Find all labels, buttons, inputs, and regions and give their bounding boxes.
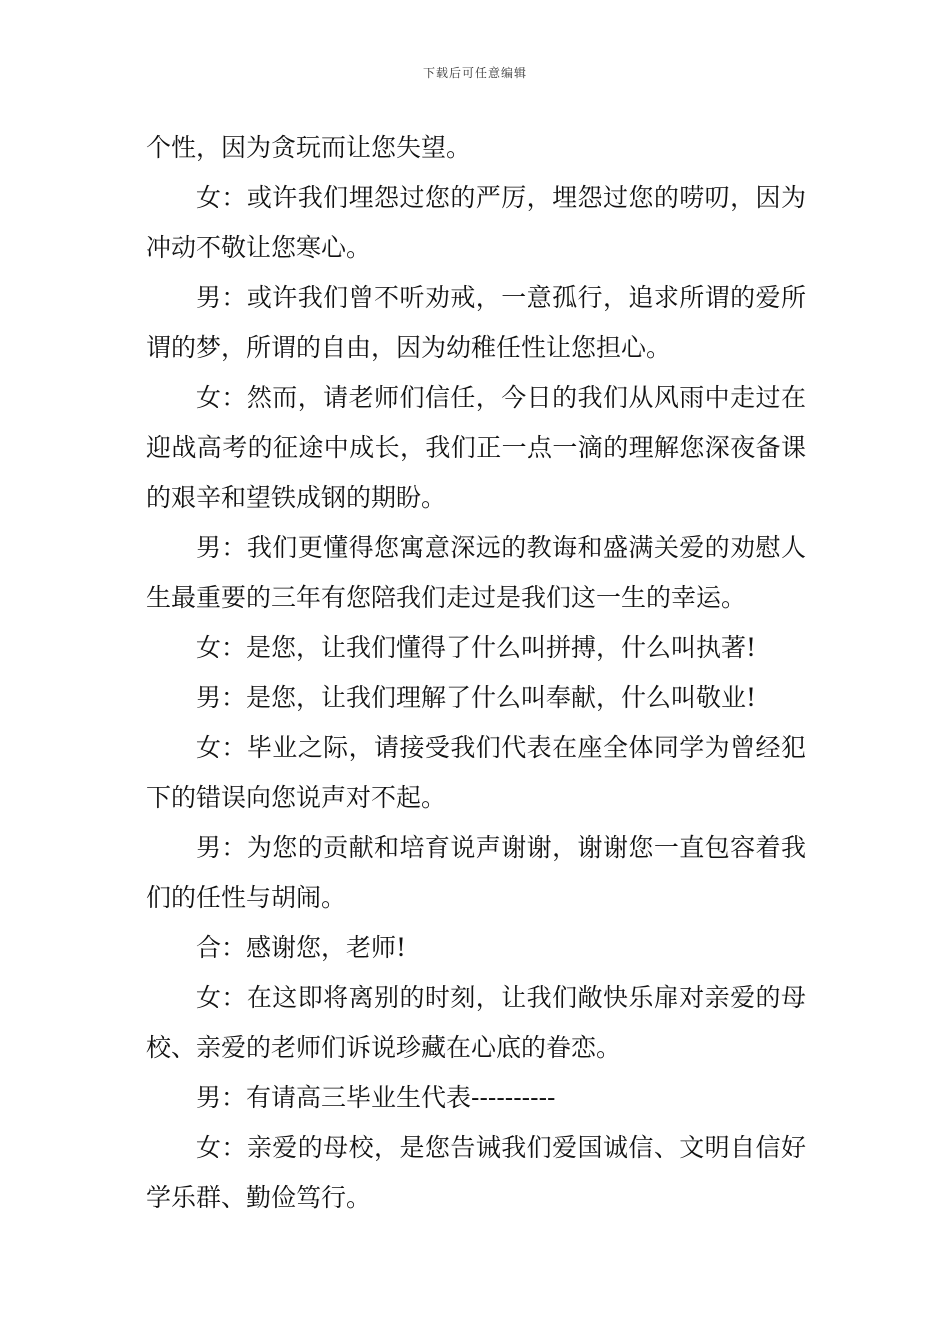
paragraph-9: 男：为您的贡献和培育说声谢谢，谢谢您一直包容着我们的任性与胡闹。 bbox=[146, 833, 806, 912]
page-header: 下载后可任意编辑 bbox=[422, 66, 527, 80]
paragraph-6: 女：是您，让我们懂得了什么叫拼搏，什么叫执著! bbox=[196, 633, 757, 662]
paragraph-8: 女：毕业之际，请接受我们代表在座全体同学为曾经犯下的错误向您说声对不起。 bbox=[146, 733, 806, 812]
paragraph-1: 个性，因为贪玩而让您失望。 bbox=[146, 133, 472, 162]
paragraph-12: 男：有请高三毕业生代表---------- bbox=[196, 1083, 556, 1112]
paragraph-11: 女：在这即将离别的时刻，让我们敞快乐扉对亲爱的母校、亲爱的老师们诉说珍藏在心底的眷恋。 bbox=[146, 983, 806, 1062]
paragraph-3: 男：或许我们曾不听劝戒，一意孤行，追求所谓的爱所谓的梦，所谓的自由，因为幼稚任性让您担心。 bbox=[146, 283, 806, 362]
paragraph-7: 男：是您，让我们理解了什么叫奉献，什么叫敬业! bbox=[196, 683, 757, 712]
paragraph-5: 男：我们更懂得您寓意深远的教诲和盛满关爱的劝慰人生最重要的三年有您陪我们走过是我们这一生的幸运。 bbox=[146, 533, 806, 612]
paragraph-13: 女：亲爱的母校，是您告诫我们爱国诚信、文明自信好学乐群、勤俭笃行。 bbox=[146, 1133, 806, 1212]
paragraph-2: 女：或许我们埋怨过您的严厉，埋怨过您的唠叨，因为冲动不敬让您寒心。 bbox=[146, 183, 806, 262]
paragraph-4: 女：然而，请老师们信任，今日的我们从风雨中走过在迎战高考的征途中成长，我们正一点一滴的理解您深夜备课的艰辛和望铁成钢的期盼。 bbox=[146, 383, 806, 512]
paragraph-10: 合：感谢您，老师! bbox=[196, 933, 407, 962]
document-body bbox=[146, 123, 806, 1223]
